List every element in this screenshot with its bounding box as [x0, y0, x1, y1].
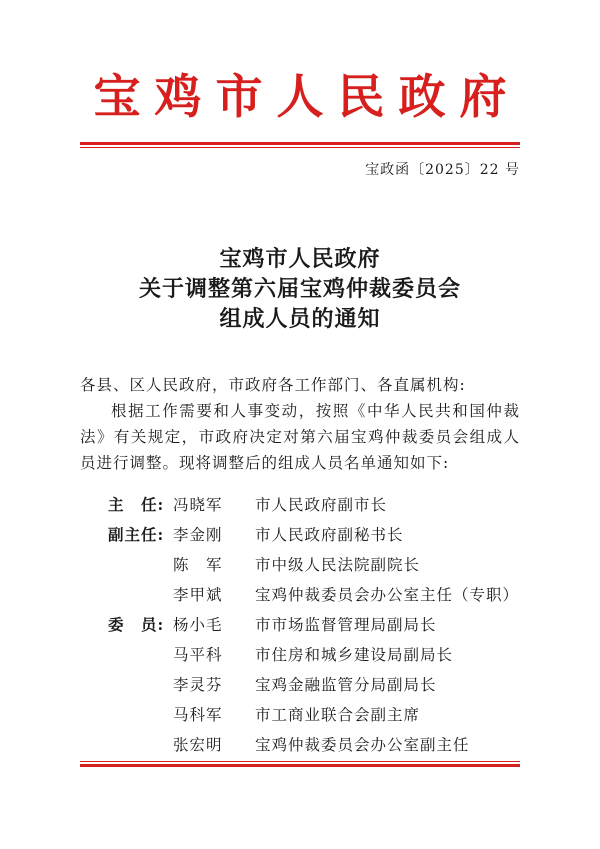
- roster-row: [80, 670, 520, 700]
- roster-position: 市人民政府副秘书长: [255, 526, 404, 544]
- roster-name: 李灵芬: [173, 676, 223, 694]
- roster-position: 宝鸡仲裁委员会办公室主任（专职）: [255, 586, 520, 604]
- roster-position: 宝鸡金融监管分局副局长: [255, 676, 437, 694]
- roster-row: [80, 610, 520, 640]
- roster-name: 李金刚: [173, 526, 223, 544]
- roster-row: [80, 640, 520, 670]
- roster-position: 市人民政府副市长: [255, 496, 388, 514]
- roster-row: [80, 580, 520, 610]
- title-line: 组成人员的通知: [219, 306, 381, 332]
- document-title: [0, 244, 600, 334]
- roster-row: [80, 550, 520, 580]
- issuer-header: 宝鸡市人民政府: [93, 70, 521, 125]
- roster-position: 市市场监督管理局副局长: [255, 616, 437, 634]
- roster-position: 市住房和城乡建设局副局长: [255, 646, 454, 664]
- footer-rule-thick: [80, 764, 520, 767]
- document-number: 宝政函〔2025〕22 号: [365, 162, 520, 178]
- body-section: [80, 372, 520, 476]
- member-roster: [80, 490, 520, 760]
- roster-name: 马科军: [173, 706, 223, 724]
- roster-role: 委 员:: [108, 615, 165, 634]
- roster-role: 副主任:: [108, 525, 165, 544]
- title-line: 宝鸡市人民政府: [219, 246, 381, 272]
- roster-role: 主 任:: [108, 495, 165, 514]
- roster-row: [80, 730, 520, 760]
- roster-name: 李甲斌: [173, 586, 223, 604]
- roster-row: [80, 490, 520, 520]
- footer-rule-thin: [80, 761, 520, 762]
- body-paragraph: 根据工作需要和人事变动，按照《中华人民共和国仲裁法》有关规定，市政府决定对第六届宝鸡仲裁委员会组成人员进行调整。现将调整后的组成人员名单通知如下:: [80, 402, 520, 472]
- roster-name: 陈 军: [173, 556, 223, 574]
- roster-position: 宝鸡仲裁委员会办公室副主任: [255, 736, 470, 754]
- roster-row: [80, 700, 520, 730]
- header-rule-thin: [80, 147, 520, 148]
- roster-name: 马平科: [173, 646, 223, 664]
- salutation: 各县、区人民政府，市政府各工作部门、各直属机构:: [80, 376, 466, 394]
- roster-name: 冯晓军: [173, 496, 223, 514]
- roster-name: 杨小毛: [173, 616, 223, 634]
- roster-name: 张宏明: [173, 736, 223, 754]
- roster-row: [80, 520, 520, 550]
- roster-position: 市中级人民法院副院长: [255, 556, 421, 574]
- header-rule-thick: [80, 142, 520, 145]
- title-line: 关于调整第六届宝鸡仲裁委员会: [138, 276, 461, 302]
- roster-position: 市工商业联合会副主席: [255, 706, 421, 724]
